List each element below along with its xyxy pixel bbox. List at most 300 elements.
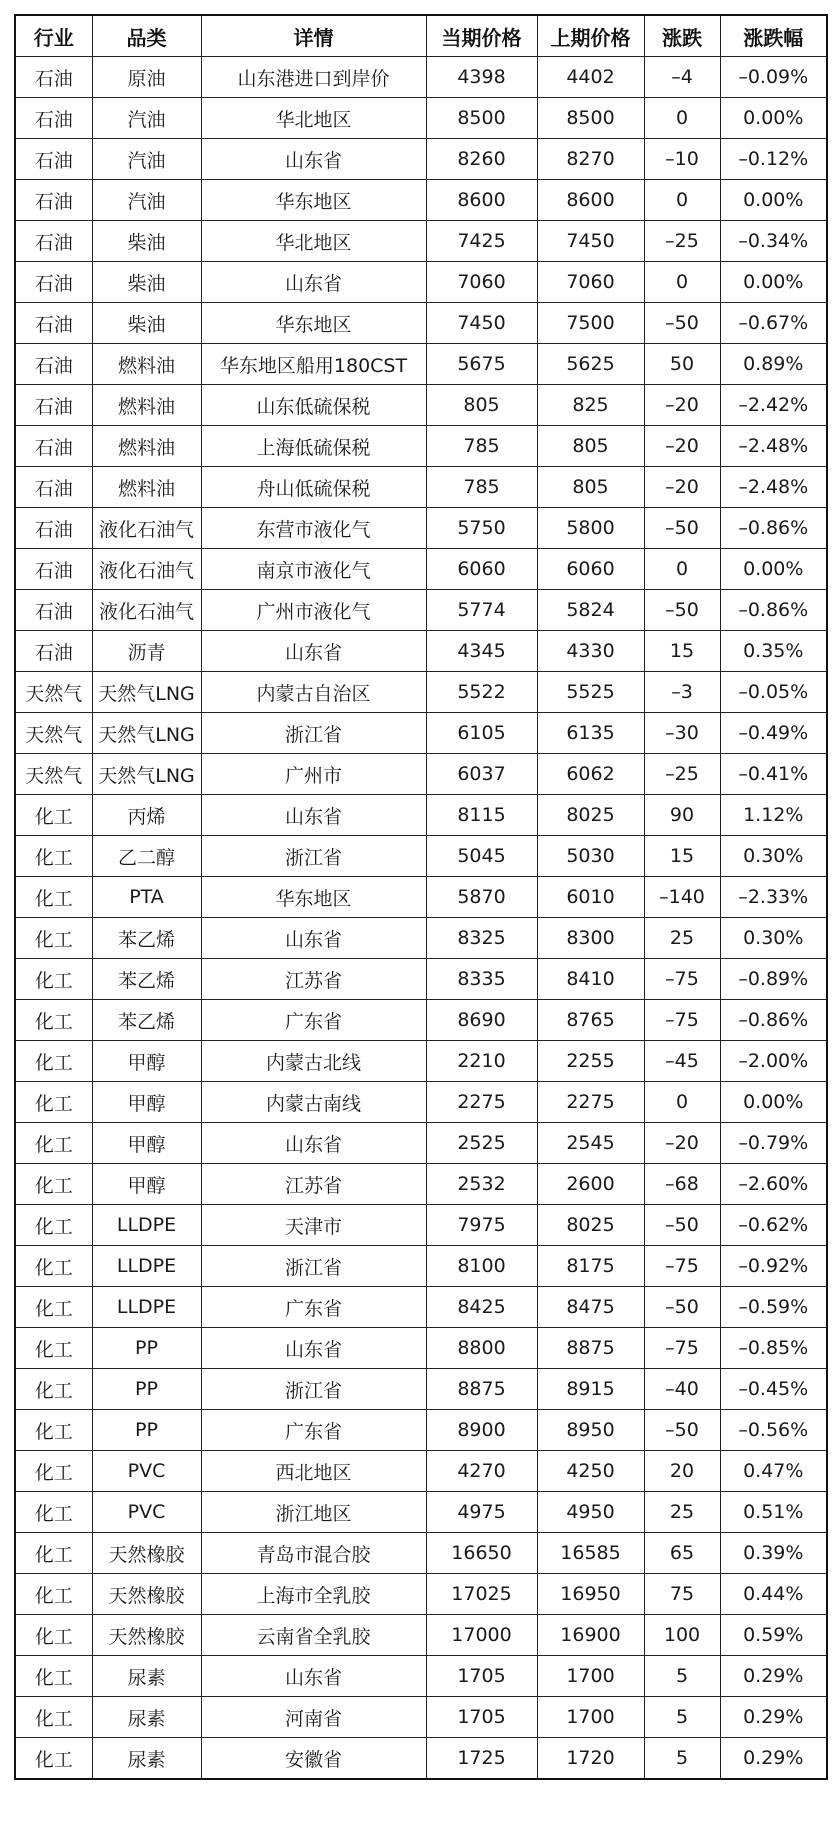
cell-current-price: 17025	[426, 1574, 537, 1615]
cell-change: –75	[644, 1000, 720, 1041]
table-row	[15, 1738, 827, 1780]
cell-change: –50	[644, 508, 720, 549]
cell-change: –20	[644, 467, 720, 508]
cell-detail: 浙江地区	[201, 1492, 426, 1533]
cell-change-percent: –2.48%	[720, 426, 827, 467]
cell-change-percent: 0.29%	[720, 1738, 827, 1780]
cell-industry: 石油	[15, 180, 92, 221]
cell-change-percent: 0.44%	[720, 1574, 827, 1615]
header-current-price: 当期价格	[426, 15, 537, 57]
cell-industry: 石油	[15, 426, 92, 467]
table-row	[15, 1410, 827, 1451]
cell-detail: 华东地区	[201, 180, 426, 221]
cell-industry: 石油	[15, 344, 92, 385]
table-row	[15, 1656, 827, 1697]
cell-industry: 石油	[15, 98, 92, 139]
cell-change: 25	[644, 918, 720, 959]
cell-industry: 石油	[15, 262, 92, 303]
cell-detail: 上海低硫保税	[201, 426, 426, 467]
cell-previous-price: 5800	[537, 508, 644, 549]
table-row	[15, 1246, 827, 1287]
cell-change: –25	[644, 221, 720, 262]
cell-change: 0	[644, 180, 720, 221]
cell-current-price: 2532	[426, 1164, 537, 1205]
table-row	[15, 344, 827, 385]
cell-change: 0	[644, 262, 720, 303]
cell-change-percent: 0.00%	[720, 1082, 827, 1123]
cell-current-price: 6037	[426, 754, 537, 795]
table-row	[15, 1328, 827, 1369]
cell-change: –40	[644, 1369, 720, 1410]
cell-industry: 石油	[15, 139, 92, 180]
cell-detail: 舟山低硫保税	[201, 467, 426, 508]
price-sheet	[14, 14, 826, 1780]
cell-current-price: 8900	[426, 1410, 537, 1451]
cell-detail: 浙江省	[201, 836, 426, 877]
cell-change-percent: –0.34%	[720, 221, 827, 262]
cell-change-percent: –0.49%	[720, 713, 827, 754]
cell-previous-price: 2255	[537, 1041, 644, 1082]
cell-current-price: 6105	[426, 713, 537, 754]
cell-change: –50	[644, 590, 720, 631]
cell-current-price: 8335	[426, 959, 537, 1000]
cell-industry: 化工	[15, 1041, 92, 1082]
table-row	[15, 1164, 827, 1205]
cell-detail: 云南省全乳胶	[201, 1615, 426, 1656]
cell-previous-price: 805	[537, 467, 644, 508]
cell-previous-price: 8270	[537, 139, 644, 180]
cell-detail: 山东省	[201, 262, 426, 303]
cell-category: 甲醇	[92, 1123, 201, 1164]
cell-current-price: 17000	[426, 1615, 537, 1656]
cell-previous-price: 8410	[537, 959, 644, 1000]
table-row	[15, 795, 827, 836]
cell-industry: 化工	[15, 1328, 92, 1369]
cell-detail: 天津市	[201, 1205, 426, 1246]
price-table	[14, 14, 828, 1780]
cell-change-percent: –2.00%	[720, 1041, 827, 1082]
cell-current-price: 7060	[426, 262, 537, 303]
cell-category: 苯乙烯	[92, 918, 201, 959]
cell-change: 0	[644, 98, 720, 139]
cell-category: 天然橡胶	[92, 1533, 201, 1574]
cell-detail: 上海市全乳胶	[201, 1574, 426, 1615]
cell-change-percent: 0.00%	[720, 180, 827, 221]
cell-category: PVC	[92, 1492, 201, 1533]
cell-change-percent: 0.89%	[720, 344, 827, 385]
table-row	[15, 180, 827, 221]
cell-industry: 化工	[15, 1451, 92, 1492]
cell-change-percent: 0.00%	[720, 262, 827, 303]
cell-detail: 山东省	[201, 139, 426, 180]
cell-current-price: 7450	[426, 303, 537, 344]
cell-detail: 华东地区	[201, 303, 426, 344]
cell-detail: 广东省	[201, 1000, 426, 1041]
cell-detail: 山东港进口到岸价	[201, 57, 426, 98]
cell-detail: 西北地区	[201, 1451, 426, 1492]
cell-category: 柴油	[92, 221, 201, 262]
cell-change: –3	[644, 672, 720, 713]
table-row	[15, 713, 827, 754]
cell-category: 燃料油	[92, 467, 201, 508]
cell-current-price: 7425	[426, 221, 537, 262]
cell-current-price: 8600	[426, 180, 537, 221]
cell-category: 甲醇	[92, 1082, 201, 1123]
cell-change: 5	[644, 1738, 720, 1780]
cell-detail: 南京市液化气	[201, 549, 426, 590]
table-row	[15, 836, 827, 877]
cell-current-price: 1705	[426, 1697, 537, 1738]
cell-category: 天然气LNG	[92, 754, 201, 795]
cell-industry: 化工	[15, 795, 92, 836]
cell-change: 50	[644, 344, 720, 385]
cell-detail: 华东地区船用180CST	[201, 344, 426, 385]
cell-change: –10	[644, 139, 720, 180]
cell-category: 乙二醇	[92, 836, 201, 877]
cell-category: 苯乙烯	[92, 959, 201, 1000]
cell-previous-price: 1720	[537, 1738, 644, 1780]
cell-change-percent: 0.30%	[720, 836, 827, 877]
cell-industry: 化工	[15, 1287, 92, 1328]
cell-category: 燃料油	[92, 385, 201, 426]
cell-change-percent: 0.39%	[720, 1533, 827, 1574]
cell-change-percent: –0.56%	[720, 1410, 827, 1451]
cell-category: 汽油	[92, 139, 201, 180]
cell-change-percent: –0.86%	[720, 1000, 827, 1041]
cell-change: 75	[644, 1574, 720, 1615]
cell-previous-price: 5525	[537, 672, 644, 713]
cell-category: 天然气LNG	[92, 713, 201, 754]
cell-previous-price: 8175	[537, 1246, 644, 1287]
table-row	[15, 1041, 827, 1082]
cell-change-percent: 0.59%	[720, 1615, 827, 1656]
cell-change: 5	[644, 1697, 720, 1738]
cell-change-percent: 0.47%	[720, 1451, 827, 1492]
cell-industry: 天然气	[15, 672, 92, 713]
cell-detail: 东营市液化气	[201, 508, 426, 549]
cell-change-percent: –0.89%	[720, 959, 827, 1000]
cell-industry: 石油	[15, 385, 92, 426]
cell-current-price: 7975	[426, 1205, 537, 1246]
cell-category: 汽油	[92, 180, 201, 221]
cell-previous-price: 2275	[537, 1082, 644, 1123]
cell-change-percent: –0.45%	[720, 1369, 827, 1410]
cell-previous-price: 7060	[537, 262, 644, 303]
table-row	[15, 1369, 827, 1410]
table-row	[15, 139, 827, 180]
cell-previous-price: 16900	[537, 1615, 644, 1656]
cell-category: 汽油	[92, 98, 201, 139]
cell-current-price: 8500	[426, 98, 537, 139]
cell-detail: 内蒙古北线	[201, 1041, 426, 1082]
cell-detail: 山东省	[201, 631, 426, 672]
table-row	[15, 1574, 827, 1615]
cell-industry: 化工	[15, 877, 92, 918]
cell-previous-price: 7500	[537, 303, 644, 344]
cell-change: –45	[644, 1041, 720, 1082]
cell-previous-price: 4250	[537, 1451, 644, 1492]
table-row	[15, 1615, 827, 1656]
header-industry: 行业	[15, 15, 92, 57]
cell-current-price: 16650	[426, 1533, 537, 1574]
cell-previous-price: 8300	[537, 918, 644, 959]
cell-change-percent: 0.29%	[720, 1656, 827, 1697]
cell-category: 燃料油	[92, 426, 201, 467]
table-row	[15, 549, 827, 590]
cell-previous-price: 5030	[537, 836, 644, 877]
cell-change: 100	[644, 1615, 720, 1656]
cell-current-price: 5522	[426, 672, 537, 713]
cell-industry: 化工	[15, 1246, 92, 1287]
cell-change: –20	[644, 385, 720, 426]
cell-previous-price: 8765	[537, 1000, 644, 1041]
table-row	[15, 1082, 827, 1123]
cell-current-price: 805	[426, 385, 537, 426]
cell-current-price: 4398	[426, 57, 537, 98]
cell-industry: 化工	[15, 1533, 92, 1574]
cell-detail: 华东地区	[201, 877, 426, 918]
cell-detail: 浙江省	[201, 713, 426, 754]
cell-previous-price: 8600	[537, 180, 644, 221]
table-row	[15, 672, 827, 713]
cell-category: 尿素	[92, 1656, 201, 1697]
cell-current-price: 5675	[426, 344, 537, 385]
cell-industry: 化工	[15, 1656, 92, 1697]
cell-industry: 化工	[15, 918, 92, 959]
cell-change: –30	[644, 713, 720, 754]
table-row	[15, 262, 827, 303]
cell-category: 苯乙烯	[92, 1000, 201, 1041]
cell-current-price: 8260	[426, 139, 537, 180]
cell-detail: 山东低硫保税	[201, 385, 426, 426]
cell-change: –50	[644, 1287, 720, 1328]
cell-category: PVC	[92, 1451, 201, 1492]
table-row	[15, 57, 827, 98]
cell-current-price: 8875	[426, 1369, 537, 1410]
cell-detail: 广州市液化气	[201, 590, 426, 631]
cell-industry: 化工	[15, 1574, 92, 1615]
cell-current-price: 8100	[426, 1246, 537, 1287]
cell-change-percent: –0.09%	[720, 57, 827, 98]
table-row	[15, 508, 827, 549]
cell-detail: 内蒙古自治区	[201, 672, 426, 713]
table-row	[15, 918, 827, 959]
cell-change-percent: –0.79%	[720, 1123, 827, 1164]
cell-previous-price: 8915	[537, 1369, 644, 1410]
cell-detail: 内蒙古南线	[201, 1082, 426, 1123]
cell-previous-price: 6060	[537, 549, 644, 590]
cell-industry: 化工	[15, 1123, 92, 1164]
cell-change-percent: 0.00%	[720, 549, 827, 590]
cell-industry: 石油	[15, 549, 92, 590]
cell-current-price: 2275	[426, 1082, 537, 1123]
cell-change: –75	[644, 959, 720, 1000]
cell-industry: 化工	[15, 959, 92, 1000]
cell-detail: 广东省	[201, 1287, 426, 1328]
cell-change: –25	[644, 754, 720, 795]
cell-change: –4	[644, 57, 720, 98]
cell-change-percent: –0.86%	[720, 508, 827, 549]
cell-current-price: 8325	[426, 918, 537, 959]
cell-change: –68	[644, 1164, 720, 1205]
cell-change-percent: –0.92%	[720, 1246, 827, 1287]
cell-previous-price: 825	[537, 385, 644, 426]
cell-current-price: 2525	[426, 1123, 537, 1164]
cell-current-price: 8115	[426, 795, 537, 836]
cell-change: –50	[644, 303, 720, 344]
cell-category: 液化石油气	[92, 590, 201, 631]
cell-change: 90	[644, 795, 720, 836]
table-row	[15, 221, 827, 262]
cell-detail: 华北地区	[201, 98, 426, 139]
cell-change-percent: –0.05%	[720, 672, 827, 713]
cell-current-price: 4345	[426, 631, 537, 672]
table-row	[15, 303, 827, 344]
cell-category: 尿素	[92, 1697, 201, 1738]
cell-detail: 浙江省	[201, 1246, 426, 1287]
cell-current-price: 4270	[426, 1451, 537, 1492]
cell-category: 柴油	[92, 262, 201, 303]
cell-detail: 江苏省	[201, 959, 426, 1000]
cell-detail: 山东省	[201, 918, 426, 959]
header-category: 品类	[92, 15, 201, 57]
header-previous-price: 上期价格	[537, 15, 644, 57]
cell-previous-price: 8950	[537, 1410, 644, 1451]
header-detail: 详情	[201, 15, 426, 57]
cell-change: 25	[644, 1492, 720, 1533]
cell-current-price: 5870	[426, 877, 537, 918]
table-row	[15, 426, 827, 467]
cell-category: PP	[92, 1369, 201, 1410]
cell-change-percent: –0.86%	[720, 590, 827, 631]
cell-change: –75	[644, 1246, 720, 1287]
cell-previous-price: 16585	[537, 1533, 644, 1574]
cell-change: 5	[644, 1656, 720, 1697]
table-row	[15, 1000, 827, 1041]
cell-detail: 华北地区	[201, 221, 426, 262]
table-row	[15, 467, 827, 508]
cell-change: 65	[644, 1533, 720, 1574]
table-header	[15, 15, 827, 57]
cell-detail: 江苏省	[201, 1164, 426, 1205]
cell-previous-price: 5824	[537, 590, 644, 631]
cell-industry: 化工	[15, 1205, 92, 1246]
cell-detail: 广州市	[201, 754, 426, 795]
cell-current-price: 5774	[426, 590, 537, 631]
table-row	[15, 1697, 827, 1738]
cell-change-percent: –0.41%	[720, 754, 827, 795]
cell-category: LLDPE	[92, 1205, 201, 1246]
header-change: 涨跌	[644, 15, 720, 57]
table-row	[15, 959, 827, 1000]
cell-previous-price: 2600	[537, 1164, 644, 1205]
cell-detail: 山东省	[201, 1123, 426, 1164]
cell-previous-price: 7450	[537, 221, 644, 262]
cell-change-percent: 0.30%	[720, 918, 827, 959]
cell-industry: 化工	[15, 1082, 92, 1123]
cell-category: LLDPE	[92, 1246, 201, 1287]
cell-change-percent: –2.33%	[720, 877, 827, 918]
cell-change-percent: –2.42%	[720, 385, 827, 426]
table-row	[15, 631, 827, 672]
cell-previous-price: 8875	[537, 1328, 644, 1369]
cell-current-price: 1725	[426, 1738, 537, 1780]
cell-change-percent: –0.12%	[720, 139, 827, 180]
cell-industry: 石油	[15, 508, 92, 549]
cell-previous-price: 8025	[537, 1205, 644, 1246]
table-body	[15, 57, 827, 1780]
cell-industry: 化工	[15, 1697, 92, 1738]
cell-previous-price: 8500	[537, 98, 644, 139]
cell-industry: 石油	[15, 631, 92, 672]
cell-detail: 广东省	[201, 1410, 426, 1451]
cell-category: 甲醇	[92, 1164, 201, 1205]
cell-detail: 山东省	[201, 795, 426, 836]
cell-category: 丙烯	[92, 795, 201, 836]
cell-change: 15	[644, 631, 720, 672]
header-change-percent: 涨跌幅	[720, 15, 827, 57]
cell-change: –75	[644, 1328, 720, 1369]
cell-detail: 山东省	[201, 1656, 426, 1697]
table-row	[15, 385, 827, 426]
table-row	[15, 590, 827, 631]
cell-industry: 化工	[15, 1164, 92, 1205]
cell-category: 液化石油气	[92, 549, 201, 590]
cell-category: 天然气LNG	[92, 672, 201, 713]
cell-change: –50	[644, 1410, 720, 1451]
cell-detail: 青岛市混合胶	[201, 1533, 426, 1574]
table-row	[15, 877, 827, 918]
header-row	[15, 15, 827, 57]
cell-current-price: 6060	[426, 549, 537, 590]
cell-current-price: 8425	[426, 1287, 537, 1328]
cell-change: –20	[644, 426, 720, 467]
cell-category: 液化石油气	[92, 508, 201, 549]
cell-industry: 石油	[15, 303, 92, 344]
cell-change-percent: 1.12%	[720, 795, 827, 836]
cell-category: 原油	[92, 57, 201, 98]
cell-previous-price: 4950	[537, 1492, 644, 1533]
cell-change: 15	[644, 836, 720, 877]
cell-change: –140	[644, 877, 720, 918]
cell-industry: 石油	[15, 221, 92, 262]
cell-change-percent: –0.59%	[720, 1287, 827, 1328]
cell-industry: 石油	[15, 590, 92, 631]
cell-category: LLDPE	[92, 1287, 201, 1328]
cell-change: 0	[644, 549, 720, 590]
cell-detail: 山东省	[201, 1328, 426, 1369]
table-row	[15, 1287, 827, 1328]
cell-previous-price: 6062	[537, 754, 644, 795]
cell-category: 柴油	[92, 303, 201, 344]
cell-current-price: 5750	[426, 508, 537, 549]
cell-change: –50	[644, 1205, 720, 1246]
cell-category: 尿素	[92, 1738, 201, 1780]
cell-change-percent: 0.29%	[720, 1697, 827, 1738]
cell-industry: 石油	[15, 57, 92, 98]
cell-current-price: 5045	[426, 836, 537, 877]
cell-previous-price: 2545	[537, 1123, 644, 1164]
cell-previous-price: 6135	[537, 713, 644, 754]
cell-category: PP	[92, 1410, 201, 1451]
cell-previous-price: 8025	[537, 795, 644, 836]
cell-current-price: 785	[426, 467, 537, 508]
cell-previous-price: 4330	[537, 631, 644, 672]
cell-change: 0	[644, 1082, 720, 1123]
cell-industry: 化工	[15, 1492, 92, 1533]
cell-change-percent: –0.62%	[720, 1205, 827, 1246]
cell-previous-price: 1700	[537, 1697, 644, 1738]
